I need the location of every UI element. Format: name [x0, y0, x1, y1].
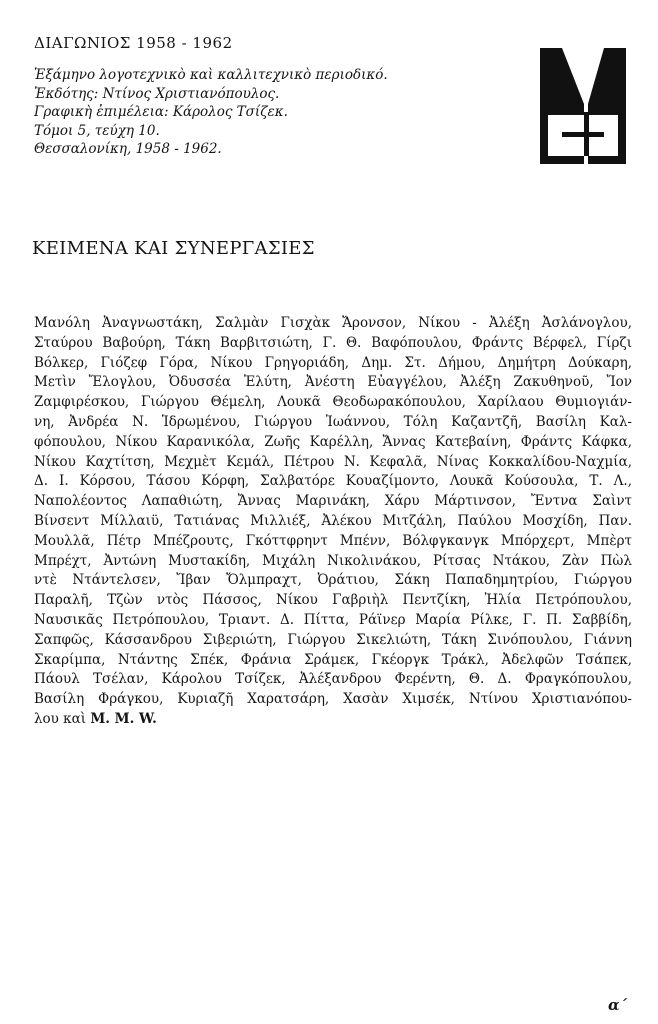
- contributors-line: Μετὶν Ἔλογλου, Ὀδυσσέα Ἐλύτη, Ἀνέστη Εὐαγγέλου, Ἀλέξη Ζακυθηνοῦ, Ἴον: [34, 374, 632, 391]
- contributors-line: Νίκου Καχτίτση, Μεχμὲτ Κεμάλ, Πέτρου Ν. Κεφαλᾶ, Νίνας Κοκκαλίδου-Ναχμία,: [34, 453, 632, 470]
- masthead-line: Θεσσαλονίκη, 1958 - 1962.: [34, 141, 222, 157]
- contributors-line: Σταύρου Βαβούρη, Τάκη Βαρβιτσιώτη, Γ. Θ. Βαφόπουλου, Φράντς Βέρφελ, Γίρζι: [34, 334, 632, 351]
- journal-title: ΔΙΑΓΩΝΙΟΣ 1958 - 1962: [34, 34, 233, 52]
- contributors-list: [34, 314, 632, 730]
- contributors-line: φόπουλου, Νίκου Καρανικόλα, Ζωῆς Καρέλλη, Ἄννας Κατεβαίνη, Φράντς Κάφκα,: [34, 433, 632, 450]
- contributors-line: Ναυσικᾶς Πετρόπουλου, Τριαντ. Δ. Πίττα, Ράϊνερ Μαρία Ρίλκε, Γ. Π. Σαββίδη,: [34, 611, 632, 628]
- contributors-line: ντὲ Ντάντελσεν, Ἴβαν Ὄλμπραχτ, Ὀράτιου, Σάκη Παπαδημητρίου, Γιώργου: [34, 572, 632, 589]
- contributors-line: Δ. Ι. Κόρσου, Τάσου Κόρφη, Σαλβατόρε Κουαζίμοντο, Λουκᾶ Κούσουλα, Τ. Λ.,: [34, 473, 632, 490]
- contributors-line: νη, Ἀνδρέα Ν. Ἱδρωμένου, Γιώργου Ἰωάννου, Τόλη Καζαντζῆ, Βασίλη Καλ-: [34, 413, 632, 430]
- section-heading: ΚΕΙΜΕΝΑ ΚΑΙ ΣΥΝΕΡΓΑΣΙΕΣ: [32, 238, 315, 259]
- masthead-line: Ἑξάμηνο λογοτεχνικὸ καὶ καλλιτεχνικὸ περιοδικό.: [34, 67, 388, 83]
- contributors-line: Βίνσεντ Μίλλαιϋ, Τατιάνας Μιλλιέξ, Ἀλέκου Μιτζάλη, Παύλου Μοσχίδη, Παν.: [34, 512, 632, 529]
- contributors-line: Μουλλᾶ, Πέτρ Μπέζρουτς, Γκόττφρηντ Μπένν, Βόλφγκανγκ Μπόρχερτ, Μπὲρτ: [34, 532, 632, 549]
- contributors-line: Σαπφῶς, Κάσσανδρου Σιβεριώτη, Γιώργου Σικελιώτη, Τάκη Σινόπουλου, Γιάννη: [34, 631, 632, 648]
- masthead-line: Ἐκδότης: Ντίνος Χριστιανόπουλος.: [34, 85, 280, 102]
- masthead-line: Γραφικὴ ἐπιμέλεια: Κάρολος Τσίζεκ.: [34, 104, 288, 120]
- contributors-last-line: [34, 710, 632, 730]
- page-number: α΄: [608, 996, 628, 1014]
- contributors-line: Βόλκερ, Γιόζεφ Γόρα, Νίκου Γρηγοριάδη, Δημ. Στ. Δήμου, Δημήτρη Δούκαρη,: [34, 354, 632, 371]
- contributors-line: Πάουλ Τσέλαν, Κάρολου Τσίζεκ, Ἀλέξανδρου Φερέντη, Θ. Δ. Φραγκόπουλου,: [34, 671, 632, 688]
- contributors-last-line-prefix: λου καὶ: [34, 710, 87, 727]
- masthead-line: Τόμοι 5, τεύχη 10.: [34, 122, 160, 139]
- contributors-line: Ζαμφιρέσκου, Γιώργου Θέμελη, Λουκᾶ Θεοδωρακόπουλου, Χαρίλαου Θυμιογιάν-: [34, 394, 632, 411]
- contributors-line: Σκαρίμπα, Ντάντης Σπέκ, Φράνια Σράμεκ, Γκέοργκ Τράκλ, Ἀδελφῶν Τσάπεκ,: [34, 651, 632, 668]
- diagonios-logo-icon: [540, 48, 626, 164]
- contributors-line: Ναπολέοντος Λαπαθιώτη, Ἄννας Μαρινάκη, Χάρυ Μάρτινσον, Ἔντνα Σαὶντ: [34, 493, 632, 510]
- masthead-info: [34, 66, 514, 159]
- contributors-line: Μανόλη Ἀναγνωστάκη, Σαλμὰν Γισχὰκ Ἄρονσον, Νίκου - Ἀλέξη Ἀσλάνογλου,: [34, 315, 632, 331]
- contributors-line: Μπρέχτ, Ἀντώνη Μυστακίδη, Μιχάλη Νικολινάκου, Ρίτσας Ντάκου, Ζὰν Πὼλ: [34, 552, 632, 569]
- contributors-last-line-bold: Μ. Μ. W.: [90, 710, 157, 727]
- contributors-line: Βασίλη Φράγκου, Κυριαζῆ Χαρατσάρη, Χασὰν Χιμσέκ, Ντίνου Χριστιανόπου-: [34, 691, 632, 708]
- contributors-line: Παραλῆ, Τζὼν ντὸς Πάσσος, Νίκου Γαβριὴλ Πεντζίκη, Ἠλία Πετρόπουλου,: [34, 592, 632, 609]
